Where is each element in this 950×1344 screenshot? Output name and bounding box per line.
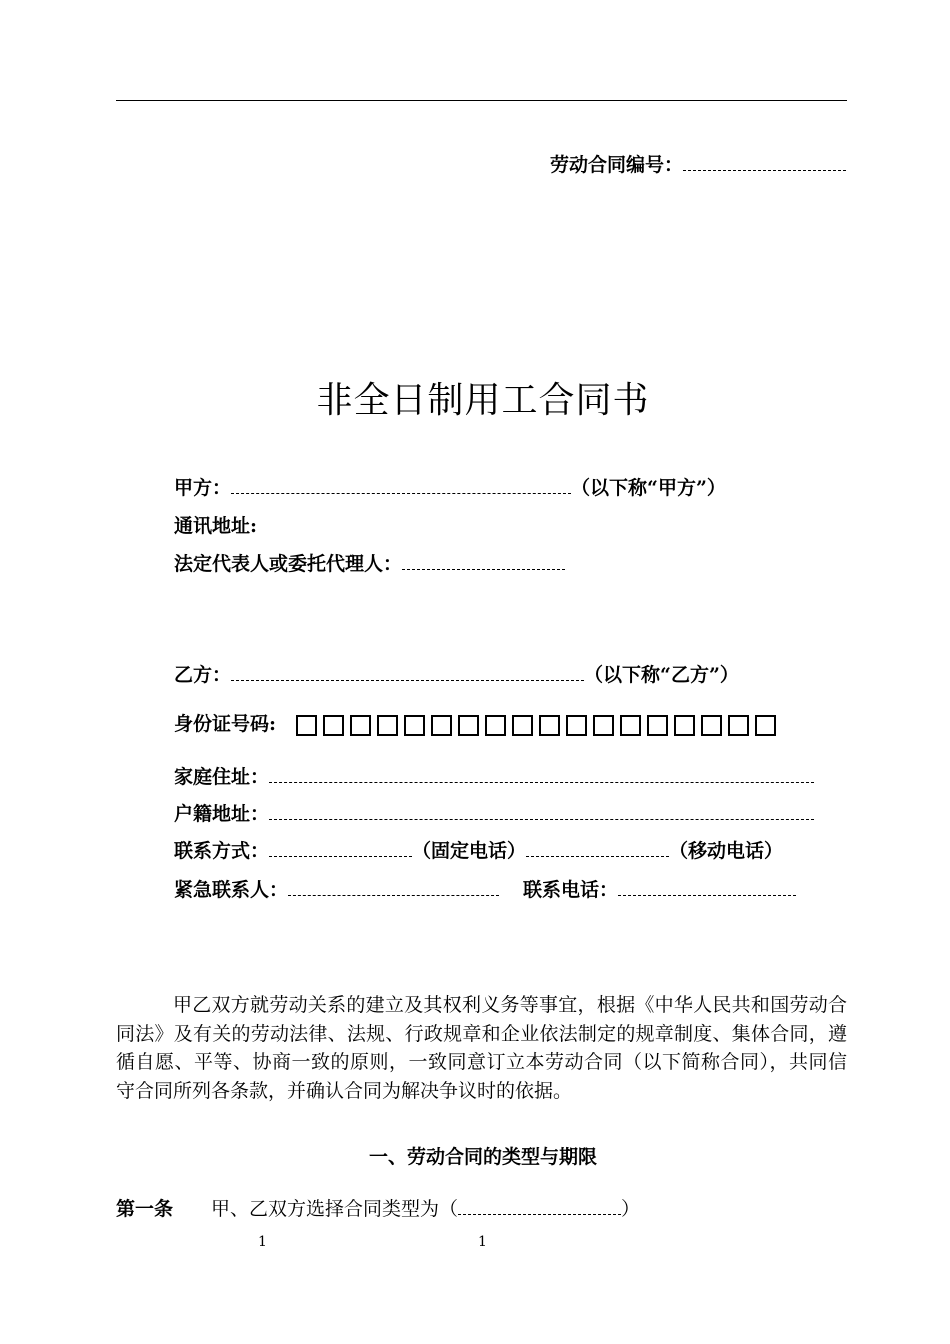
article-1	[116, 1194, 640, 1221]
party-b-name-blank[interactable]	[231, 662, 584, 681]
id-digit-box[interactable]	[728, 715, 749, 736]
landline-label: （固定电话）	[412, 840, 527, 862]
home-address-line	[174, 762, 814, 789]
article-1-label: 第一条	[116, 1198, 174, 1220]
id-digit-box[interactable]	[512, 715, 533, 736]
party-b-suffix: （以下称“乙方”）	[584, 664, 739, 686]
id-number-boxes	[296, 713, 782, 735]
id-digit-box[interactable]	[431, 715, 452, 736]
document-title: 非全日制用工合同书	[316, 380, 650, 421]
hukou-address-blank[interactable]	[269, 801, 814, 820]
hukou-address-line	[174, 799, 814, 826]
hukou-address-label: 户籍地址：	[174, 803, 270, 825]
id-digit-box[interactable]	[458, 715, 479, 736]
party-a-suffix: （以下称“甲方”）	[571, 477, 726, 499]
article-1-close: ）	[621, 1198, 641, 1220]
home-address-blank[interactable]	[269, 764, 814, 783]
mobile-label: （移动电话）	[669, 840, 784, 862]
section-1-title: 一、劳动合同的类型与期限	[368, 1146, 597, 1168]
party-a-name-blank[interactable]	[231, 475, 571, 494]
preamble-paragraph: 甲乙双方就劳动关系的建立及其权利义务等事宜，根据《中华人民共和国劳动合同法》及有关的劳动法律、法规、行政规章和企业依法制定的规章制度、集体合同，遵循自愿、平等、协商一致的原则，一致同意订立本劳动合同（以下简称合同），共同信守合同所列各条款，并确认合同为解决争议时的依据。	[116, 994, 847, 1102]
party-a-rep-line	[174, 549, 565, 576]
party-a-label: 甲方：	[174, 477, 232, 499]
contract-number-line	[550, 150, 846, 177]
id-digit-box[interactable]	[404, 715, 425, 736]
id-digit-box[interactable]	[539, 715, 560, 736]
contract-number-blank[interactable]	[683, 152, 846, 171]
id-digit-box[interactable]	[674, 715, 695, 736]
phone-label: 联系电话：	[523, 879, 619, 901]
id-digit-box[interactable]	[593, 715, 614, 736]
landline-blank[interactable]	[269, 838, 412, 857]
contact-line	[174, 836, 783, 863]
party-a-address-line	[174, 511, 257, 538]
party-b-line	[174, 660, 739, 687]
article-1-text: 甲、乙双方选择合同类型为（	[211, 1198, 459, 1220]
id-number-line	[174, 709, 782, 736]
emergency-contact-label: 紧急联系人：	[174, 879, 289, 901]
id-number-label: 身份证号码:	[174, 713, 277, 735]
party-b-label: 乙方：	[174, 664, 232, 686]
page-number-right: 1	[478, 1234, 487, 1250]
emergency-contact-blank[interactable]	[288, 877, 499, 896]
id-digit-box[interactable]	[323, 715, 344, 736]
mobile-blank[interactable]	[526, 838, 669, 857]
id-digit-box[interactable]	[296, 715, 317, 736]
header-rule	[116, 100, 847, 101]
id-digit-box[interactable]	[485, 715, 506, 736]
id-digit-box[interactable]	[350, 715, 371, 736]
id-digit-box[interactable]	[647, 715, 668, 736]
contract-number-label: 劳动合同编号：	[549, 154, 683, 176]
id-digit-box[interactable]	[377, 715, 398, 736]
id-digit-box[interactable]	[566, 715, 587, 736]
contact-label: 联系方式：	[174, 840, 270, 862]
phone-blank[interactable]	[618, 877, 796, 896]
page-number-left: 1	[258, 1234, 267, 1250]
party-a-line	[174, 473, 726, 500]
id-digit-box[interactable]	[701, 715, 722, 736]
party-a-address-label: 通讯地址:	[174, 515, 258, 537]
party-a-rep-label: 法定代表人或委托代理人：	[174, 553, 403, 575]
contract-type-blank[interactable]	[458, 1196, 621, 1215]
home-address-label: 家庭住址：	[174, 766, 270, 788]
id-digit-box[interactable]	[755, 715, 776, 736]
id-digit-box[interactable]	[620, 715, 641, 736]
emergency-contact-line	[174, 875, 796, 902]
party-a-rep-blank[interactable]	[402, 551, 565, 570]
